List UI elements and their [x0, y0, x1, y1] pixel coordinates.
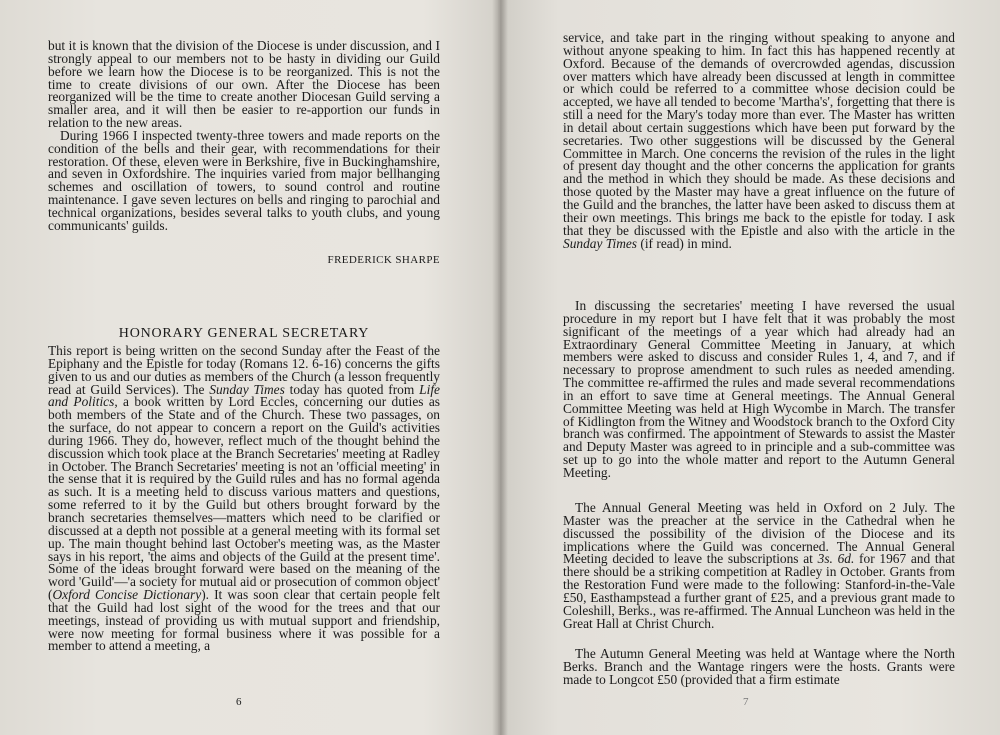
italic-title-sunday-times: Sunday Times	[209, 381, 285, 397]
right-text-block-autumn	[563, 648, 955, 687]
paragraph-inspections-1966: During 1966 I inspected twenty-three towers and made reports on the condition of the bells and their gear, with recommendations for their restoration. Of these, eleven were in Berkshire, five in Buckinghamshire, and seven in Oxfordshire. The inquiries varied from major bellhanging schemes and oscillation of towers, to sound control and routine maintenance. I gave seven lectures on bells and ringing to parochial and technical organizations, besides several talks to youth clubs, and young communicants' guilds.	[48, 127, 440, 233]
text-run: (if read) in mind.	[637, 235, 732, 251]
text-run: for 1967 and that there should be a striking competition at Radley in October. Grants from the Restoration Fund were made to the following: Stanford-in-the-Vale £50, Easthampstead a further grant of £25, and a previous grant made to Coleshill, Berks., was re-affirmed. The Annual Luncheon was held in the Great Hall at Christ Church.	[563, 551, 956, 631]
signature-frederick-sharpe: FREDERICK SHARPE	[327, 254, 440, 266]
page-number-right: 7	[743, 696, 749, 708]
italic-subscription-amount: 3s. 6d.	[817, 551, 855, 567]
italic-title-sunday-times: Sunday Times	[563, 235, 638, 251]
paragraph-continuation	[563, 32, 955, 250]
text-run: The Annual General Meeting was held in Oxford on 2 July. The Master was the preacher at the service in the Cathedral when he discussed the possibility of the division of the Diocese and its implications where the Guild was concerned. The Annual General Meeting decided to leave the subscriptions at	[563, 500, 955, 567]
section-heading: HONORARY GENERAL SECRETARY	[118, 326, 370, 341]
text-run: ). It was soon clear that certain people felt that the Guild had lost sight of the wood for the trees and that our meetings, instead of providing us with mutual support and friendship, were now meeting for formal business where it was possible for a member to attend a meeting, a	[48, 587, 440, 654]
paragraph-secretaries-meeting: In discussing the secretaries' meeting I have reversed the usual procedure in my report but I have felt that it was probably the most significant of the meetings of a year which had already had an Extraordinary General Committee Meeting in January, at which members were asked to discuss and consider Rules 1, 4, and 7, and if necessary to proprose amendment to such rules as needed amending. The committee re-affirmed the rules and made several recommendations in an effort to save time at General meetings. The Annual General Committee Meeting was held at High Wycombe in March. The transfer of Kidlington from the Witney and Woodstock branch to the Oxford City branch was confirmed. The appointment of Stewards to assist the Master and Deputy Master was agreed to in principle and a sub-committee was set up to go into the whole matter and report to the Autumn General Meeting.	[563, 298, 955, 480]
paragraph-annual-general-meeting	[563, 502, 955, 630]
text-run: This report is being written on the second Sunday after the Feast of the Epiphany and the Epistle for today (Romans 12. 6-16) concerns the gifts given to us and our duties as members of the Church (a lesson frequently read at Guild Services). The	[48, 343, 440, 397]
right-text-block-continuation	[563, 32, 955, 250]
right-text-block-agm	[563, 502, 955, 630]
italic-title-oxford-dictionary: Oxford Concise Dictionary	[52, 587, 202, 603]
italic-title-life-and-politics: Life and Politics	[48, 381, 440, 410]
text-run: , a book written by Lord Eccles, concerning our duties as both members of the State and of the Church. These two passages, on the surface, do not appear to concern a report on the Guild's activities during 1966. They do, however, reflect much of the thought behind the discussion which took place at the Branch Secretaries' meeting at Radley in October. The Branch Secretaries' meeting is not an 'official meeting' in the sense that it is required by the Guild rules and has no formal agenda as such. It is a meeting held to discuss various matters and questions, some referred to it by the Guild but others brought forward by the branch secretaries themselves—matters which need to be clarified or discussed at a depth not possible at a general meeting with its formal set up. The main thought behind last October's meeting was, as the Master says in his report, 'the aims and objects of the Guild at the present time'. Some of the ideas brought forward were based on the meaning of the word 'Guild'—'a society for mutual aid or prosecution of common object' (	[48, 394, 440, 603]
paragraph-autumn-meeting: The Autumn General Meeting was held at Wantage where the North Berks. Branch and the Wantage ringers were the hosts. Grants were made to Longcot £50 (provided that a firm estimate	[563, 646, 955, 687]
text-run: service, and take part in the ringing without speaking to anyone and without anyone speaking to him. In fact this has happened recently at Oxford. Because of the demands of overcrowded agendas, discussion over matters which have already been discussed at length in committee or which could be referred to a committee whose decision could be accepted, we have all tended to become 'Martha's', forgetting that there is still a need for the Mary's today more than ever. The Master has written in detail about certain suggestions which have been put forward by the secretaries. Two other suggestions will be discussed by the General Committee in March. One concerns the revision of the rules in the light of present day thought and the other concerns the application for grants and the method in which they should be made. As these decisions and those quoted by the Master may have a great influence on the future of the Guild and the branches, the latter have been asked to discuss them at their own meetings. This brings me back to the epistle for today. I ask that they be discussed with the Epistle and also with the article in the	[563, 30, 955, 238]
right-text-block-meetings	[563, 300, 955, 480]
paragraph-division-of-diocese: but it is known that the division of the Diocese is under discussion, and I strongly appeal to our members not to be hasty in dividing our Guild before we learn how the Diocese is to be reorganized. This is not the time to create divisions of our own. After the Diocese has been reorganized will be the time to create another Diocesan Guild serving a smaller area, and it will then be easier to re-apportion our funds in relation to the new areas.	[48, 38, 440, 131]
page-number-left: 6	[236, 696, 242, 708]
text-run: today has quoted from	[284, 381, 420, 397]
